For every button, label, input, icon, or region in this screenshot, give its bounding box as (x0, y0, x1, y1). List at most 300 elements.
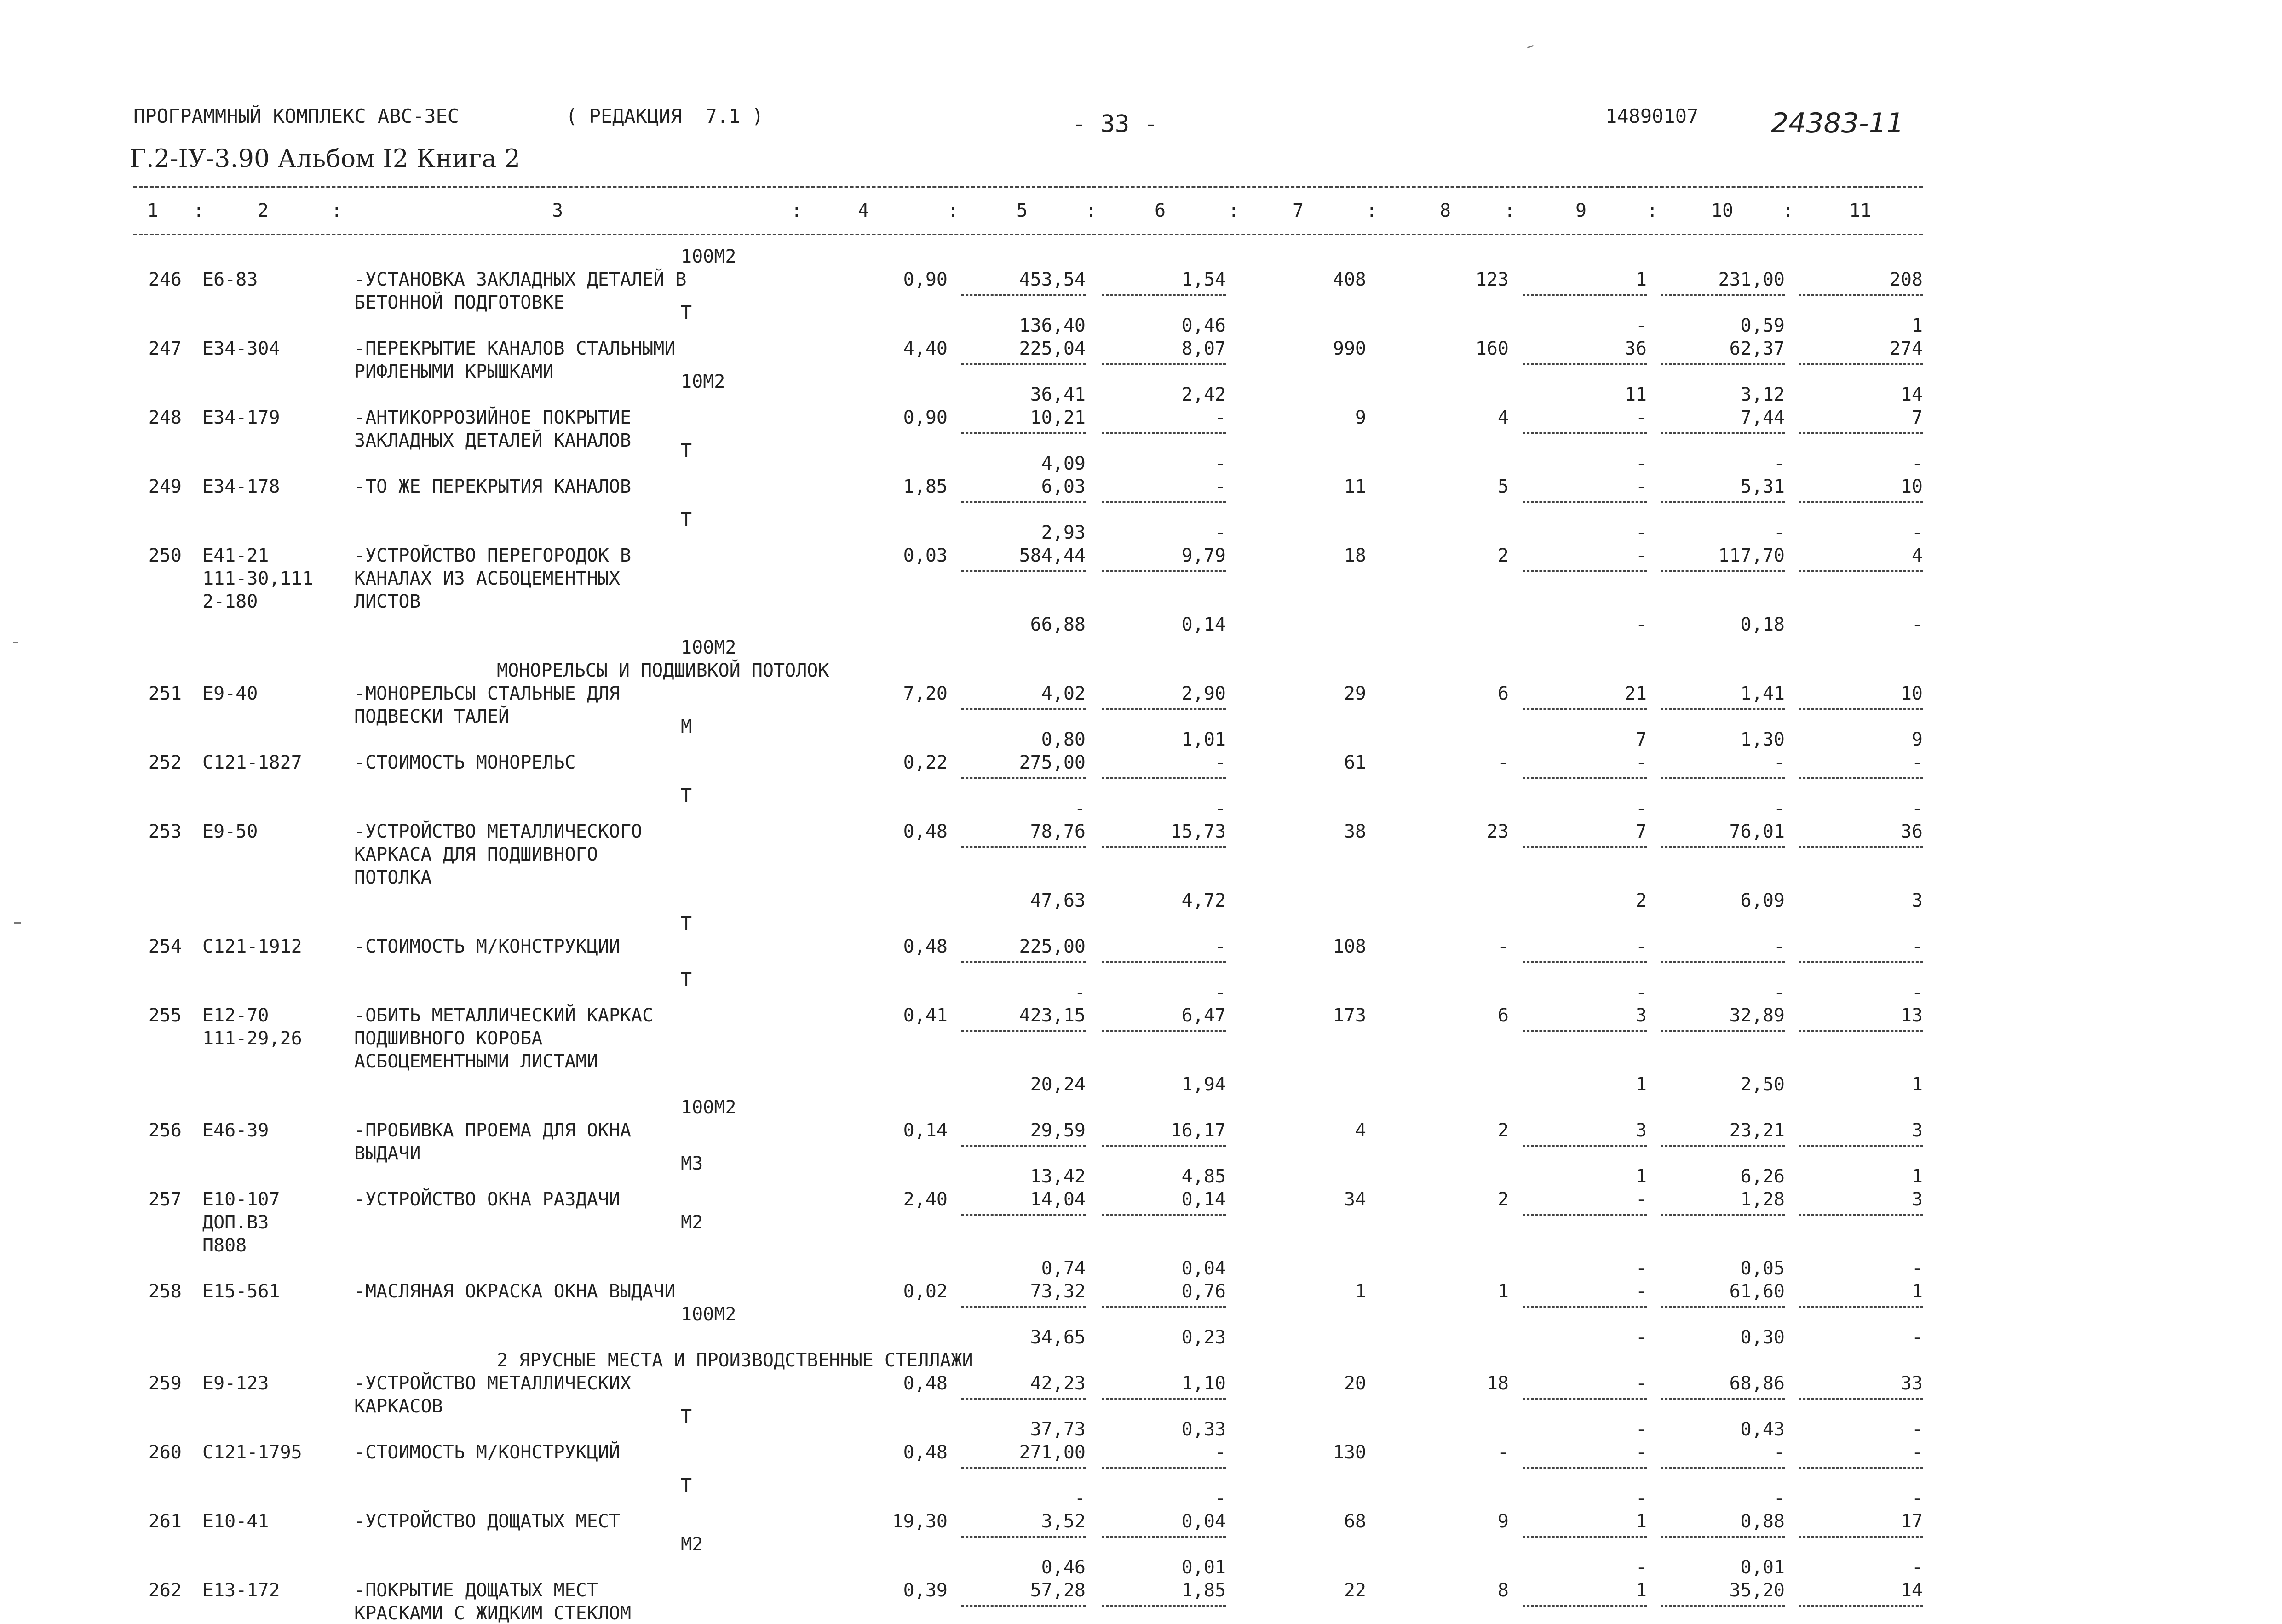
norm-code: Е34-179 (202, 407, 280, 428)
subtotal-rule (1102, 570, 1226, 572)
subtotal-rule (1799, 1467, 1923, 1469)
cell-col11-sub: - (1911, 522, 1923, 543)
cell-col11: 10 (1900, 683, 1923, 704)
cell-col8: 8 (1497, 1580, 1509, 1601)
cell-col10-sub: 0,43 (1740, 1419, 1785, 1440)
cell-quantity: 2,40 (903, 1189, 948, 1210)
cell-col9: - (1635, 1281, 1647, 1302)
cell-col10: 68,86 (1729, 1373, 1785, 1394)
subtotal-rule (1799, 1536, 1923, 1538)
cell-col10: 5,31 (1740, 476, 1785, 497)
subtotal-rule (961, 1398, 1086, 1400)
cell-col9-sub: - (1635, 798, 1647, 819)
work-description: ПОТОЛКА (354, 867, 432, 888)
row-number: 246 (148, 269, 182, 290)
subtotal-rule (1102, 1398, 1226, 1400)
cell-col11: - (1911, 1442, 1923, 1463)
cell-col5: 57,28 (1030, 1580, 1086, 1601)
cell-col10-sub: - (1773, 1488, 1785, 1509)
norm-code-extra: ДОП.В3 (202, 1212, 269, 1233)
subtotal-rule (1102, 708, 1226, 710)
cell-col11: 36 (1900, 821, 1923, 842)
cell-col10: 32,89 (1729, 1005, 1785, 1026)
cell-col7: 61 (1344, 752, 1366, 773)
subtotal-rule (1661, 777, 1785, 779)
subtotal-rule (1523, 1536, 1647, 1538)
subtotal-rule (1799, 294, 1923, 296)
page-number: - 33 - (1072, 110, 1158, 138)
work-description: -АНТИКОРРОЗИЙНОЕ ПОКРЫТИЕ (354, 407, 632, 428)
cell-col11-sub: 9 (1911, 729, 1923, 750)
subtotal-rule (1799, 432, 1923, 434)
cell-col5-sub: - (1074, 982, 1086, 1003)
cell-col9: 1 (1635, 269, 1647, 290)
subtotal-rule (1102, 432, 1226, 434)
cell-col10: 7,44 (1740, 407, 1785, 428)
album-label: Г.2-IУ-3.90 Альбом I2 Книга 2 (130, 144, 520, 173)
cell-col5: 10,21 (1030, 407, 1086, 428)
unit-label: Т (681, 1406, 692, 1427)
cell-col7: 130 (1333, 1442, 1366, 1463)
row-number: 259 (148, 1373, 182, 1394)
row-number: 249 (148, 476, 182, 497)
subtotal-rule (1523, 1145, 1647, 1147)
cell-col5-sub: 136,40 (1019, 315, 1086, 336)
cell-col8: 1 (1497, 1281, 1509, 1302)
column-header-5: 5 (1017, 200, 1028, 221)
norm-code: Е13-172 (202, 1580, 280, 1601)
subtotal-rule (961, 501, 1086, 503)
cell-col5: 275,00 (1019, 752, 1086, 773)
cell-col5: 271,00 (1019, 1442, 1086, 1463)
cell-col10-sub: - (1773, 453, 1785, 474)
row-number: 253 (148, 821, 182, 842)
work-description: КАНАЛАХ ИЗ АСБОЦЕМЕНТНЫХ (354, 568, 620, 589)
subtotal-rule (1799, 501, 1923, 503)
cell-col10: 0,88 (1740, 1511, 1785, 1532)
cell-col5-sub: 2,93 (1041, 522, 1086, 543)
cell-quantity: 0,39 (903, 1580, 948, 1601)
subtotal-rule (961, 432, 1086, 434)
subtotal-rule (1523, 777, 1647, 779)
row-number: 252 (148, 752, 182, 773)
column-header-10: 10 (1711, 200, 1734, 221)
work-description: ПОДШИВНОГО КОРОБА (354, 1028, 543, 1049)
column-header-7: 7 (1293, 200, 1304, 221)
cell-col8: 6 (1497, 683, 1509, 704)
cell-col5-sub: 34,65 (1030, 1327, 1086, 1348)
cell-col10-sub: 0,18 (1740, 614, 1785, 635)
subtotal-rule (1523, 1306, 1647, 1308)
cell-col5-sub: 66,88 (1030, 614, 1086, 635)
subtotal-rule (1102, 1030, 1226, 1032)
cell-col10-sub: 2,50 (1740, 1074, 1785, 1095)
cell-col10-sub: - (1773, 522, 1785, 543)
cell-col5: 42,23 (1030, 1373, 1086, 1394)
subtotal-rule (1523, 363, 1647, 365)
cell-col8: - (1497, 936, 1509, 957)
cell-col5: 3,52 (1041, 1511, 1086, 1532)
cell-col9-sub: 11 (1624, 384, 1647, 405)
work-description: ЛИСТОВ (354, 591, 421, 612)
cell-col5-sub: 20,24 (1030, 1074, 1086, 1095)
cell-col11: 10 (1900, 476, 1923, 497)
cell-col10-sub: - (1773, 982, 1785, 1003)
cell-col8: - (1497, 752, 1509, 773)
handwritten-number: 24383-11 (1771, 107, 1904, 139)
work-description: КАРКАСОВ (354, 1396, 443, 1417)
cell-quantity: 0,90 (903, 269, 948, 290)
cell-col6-sub: 0,04 (1181, 1258, 1226, 1279)
work-description: -УСТРОЙСТВО ДОЩАТЫХ МЕСТ (354, 1511, 620, 1532)
cell-col6: - (1214, 1442, 1226, 1463)
cell-col9-sub: - (1635, 982, 1647, 1003)
subtotal-rule (1102, 1214, 1226, 1216)
work-description: КАРКАСА ДЛЯ ПОДШИВНОГО (354, 844, 598, 865)
subtotal-rule (1661, 363, 1785, 365)
cell-col8: 2 (1497, 545, 1509, 566)
subtotal-rule (961, 1467, 1086, 1469)
subtotal-rule (1799, 777, 1923, 779)
cell-col9: - (1635, 476, 1647, 497)
cell-col7: 22 (1344, 1580, 1366, 1601)
cell-col10: 1,28 (1740, 1189, 1785, 1210)
norm-code: Е10-107 (202, 1189, 280, 1210)
cell-col11: 3 (1911, 1189, 1923, 1210)
cell-col5: 14,04 (1030, 1189, 1086, 1210)
subtotal-rule (1523, 501, 1647, 503)
subtotal-rule (1102, 1605, 1226, 1607)
unit-label: 100М2 (681, 637, 736, 658)
cell-col7: 108 (1333, 936, 1366, 957)
cell-col6: 6,47 (1181, 1005, 1226, 1026)
cell-col11-sub: 1 (1911, 1166, 1923, 1187)
work-description: -МАСЛЯНАЯ ОКРАСКА ОКНА ВЫДАЧИ (354, 1281, 676, 1302)
cell-col8: 4 (1497, 407, 1509, 428)
edition-label: ( РЕДАКЦИЯ 7.1 ) (566, 105, 764, 127)
work-description: -УСТРОЙСТВО ОКНА РАЗДАЧИ (354, 1189, 620, 1210)
column-header-8: 8 (1440, 200, 1451, 221)
subtotal-rule (1799, 1398, 1923, 1400)
subtotal-rule (961, 961, 1086, 963)
work-description: ВЫДАЧИ (354, 1143, 421, 1164)
cell-col7: 11 (1344, 476, 1366, 497)
cell-col8: 9 (1497, 1511, 1509, 1532)
subtotal-rule (1523, 961, 1647, 963)
row-number: 251 (148, 683, 182, 704)
subtotal-rule (1799, 846, 1923, 848)
cell-quantity: 4,40 (903, 338, 948, 359)
cell-col5: 225,04 (1019, 338, 1086, 359)
work-description: АСБОЦЕМЕНТНЫМИ ЛИСТАМИ (354, 1051, 598, 1072)
cell-col11-sub: - (1911, 1557, 1923, 1578)
cell-col6-sub: 0,01 (1181, 1557, 1226, 1578)
row-number: 262 (148, 1580, 182, 1601)
cell-col6-sub: 2,42 (1181, 384, 1226, 405)
subtotal-rule (1661, 1536, 1785, 1538)
column-separator: : (1504, 200, 1516, 221)
cell-col6-sub: - (1214, 522, 1226, 543)
cell-col6: 2,90 (1181, 683, 1226, 704)
cell-col11: 3 (1911, 1120, 1923, 1141)
work-description: -ТО ЖЕ ПЕРЕКРЫТИЯ КАНАЛОВ (354, 476, 632, 497)
unit-label: М2 (681, 1212, 703, 1233)
cell-col9-sub: 7 (1635, 729, 1647, 750)
cell-col5-sub: 37,73 (1030, 1419, 1086, 1440)
document-code: 14890107 (1605, 105, 1699, 127)
subtotal-rule (1661, 1306, 1785, 1308)
cell-col11-sub: 1 (1911, 1074, 1923, 1095)
cell-col6: 0,14 (1181, 1189, 1226, 1210)
cell-quantity: 0,48 (903, 936, 948, 957)
subtotal-rule (961, 1030, 1086, 1032)
norm-code-extra: П808 (202, 1235, 247, 1256)
subtotal-rule (1102, 846, 1226, 848)
norm-code-extra: 2-180 (202, 591, 258, 612)
subtotal-rule (1523, 570, 1647, 572)
cell-col9-sub: - (1635, 1488, 1647, 1509)
subtotal-rule (1799, 1214, 1923, 1216)
subtotal-rule (1799, 363, 1923, 365)
cell-col9: 1 (1635, 1580, 1647, 1601)
subtotal-rule (1102, 1467, 1226, 1469)
norm-code: Е15-561 (202, 1281, 280, 1302)
cell-col11-sub: - (1911, 1419, 1923, 1440)
cell-col7: 1 (1355, 1281, 1366, 1302)
subtotal-rule (961, 1214, 1086, 1216)
cell-col6: 9,79 (1181, 545, 1226, 566)
column-separator: : (331, 200, 343, 221)
norm-code: Е46-39 (202, 1120, 269, 1141)
subtotal-rule (1661, 1214, 1785, 1216)
column-header-2: 2 (258, 200, 269, 221)
cell-col10-sub: 6,09 (1740, 890, 1785, 911)
cell-col5-sub: - (1074, 798, 1086, 819)
column-header-6: 6 (1155, 200, 1166, 221)
cell-col7: 38 (1344, 821, 1366, 842)
subtotal-rule (1523, 1467, 1647, 1469)
cell-col10-sub: 3,12 (1740, 384, 1785, 405)
cell-col6: 8,07 (1181, 338, 1226, 359)
subtotal-rule (1523, 432, 1647, 434)
column-header-4: 4 (858, 200, 869, 221)
norm-code: Е9-50 (202, 821, 258, 842)
row-number: 248 (148, 407, 182, 428)
subtotal-rule (1661, 1030, 1785, 1032)
subtotal-rule (961, 846, 1086, 848)
norm-code: Е41-21 (202, 545, 269, 566)
work-description: -УСТРОЙСТВО МЕТАЛЛИЧЕСКИХ (354, 1373, 632, 1394)
cell-col9-sub: 2 (1635, 890, 1647, 911)
cell-quantity: 0,22 (903, 752, 948, 773)
cell-col5-sub: 0,74 (1041, 1258, 1086, 1279)
cell-col6-sub: - (1214, 798, 1226, 819)
cell-col8: 18 (1486, 1373, 1509, 1394)
unit-label: М2 (681, 1534, 703, 1555)
cell-col11-sub: - (1911, 614, 1923, 635)
norm-code: С121-1912 (202, 936, 302, 957)
subtotal-rule (961, 1306, 1086, 1308)
subtotal-rule (1661, 1398, 1785, 1400)
cell-col10-sub: 0,01 (1740, 1557, 1785, 1578)
cell-col5: 453,54 (1019, 269, 1086, 290)
scan-mark (1527, 45, 1534, 49)
column-header-11: 11 (1849, 200, 1872, 221)
subtotal-rule (1799, 961, 1923, 963)
cell-col11: 33 (1900, 1373, 1923, 1394)
norm-code: С121-1827 (202, 752, 302, 773)
cell-col10-sub: 0,30 (1740, 1327, 1785, 1348)
cell-col8: 5 (1497, 476, 1509, 497)
subtotal-rule (1799, 1030, 1923, 1032)
cell-col5: 78,76 (1030, 821, 1086, 842)
cell-col5-sub: 36,41 (1030, 384, 1086, 405)
cell-col9-sub: - (1635, 453, 1647, 474)
cell-col7: 18 (1344, 545, 1366, 566)
subtotal-rule (961, 1536, 1086, 1538)
cell-col11: 17 (1900, 1511, 1923, 1532)
header-rule-bottom (133, 234, 1923, 235)
cell-col10: - (1773, 752, 1785, 773)
unit-label: Т (681, 302, 692, 323)
subtotal-rule (961, 294, 1086, 296)
cell-col7: 408 (1333, 269, 1366, 290)
cell-col10-sub: 0,59 (1740, 315, 1785, 336)
cell-col8: 23 (1486, 821, 1509, 842)
cell-col11: 1 (1911, 1281, 1923, 1302)
cell-col9-sub: - (1635, 614, 1647, 635)
column-header-9: 9 (1575, 200, 1587, 221)
work-description: -УСТРОЙСТВО МЕТАЛЛИЧЕСКОГО (354, 821, 643, 842)
work-description: -ПОКРЫТИЕ ДОЩАТЫХ МЕСТ (354, 1580, 598, 1601)
cell-col5: 73,32 (1030, 1281, 1086, 1302)
cell-col6-sub: 1,01 (1181, 729, 1226, 750)
cell-col11: 7 (1911, 407, 1923, 428)
cell-col8: 160 (1475, 338, 1509, 359)
norm-code: Е34-178 (202, 476, 280, 497)
column-header-1: 1 (147, 200, 159, 221)
cell-col10: 35,20 (1729, 1580, 1785, 1601)
unit-label: Т (681, 509, 692, 530)
cell-col6: - (1214, 407, 1226, 428)
column-separator: : (1782, 200, 1794, 221)
cell-col6: 1,54 (1181, 269, 1226, 290)
cell-col11-sub: - (1911, 982, 1923, 1003)
subtotal-rule (1799, 1306, 1923, 1308)
work-description: -УСТАНОВКА ЗАКЛАДНЫХ ДЕТАЛЕЙ В (354, 269, 687, 290)
cell-col11-sub: 14 (1900, 384, 1923, 405)
cell-col6: - (1214, 476, 1226, 497)
unit-label: 10М2 (681, 371, 725, 392)
cell-quantity: 0,90 (903, 407, 948, 428)
subtotal-rule (1102, 1536, 1226, 1538)
column-separator: : (1647, 200, 1658, 221)
cell-col6-sub: 0,33 (1181, 1419, 1226, 1440)
row-number: 261 (148, 1511, 182, 1532)
subtotal-rule (1799, 1145, 1923, 1147)
subtotal-rule (1661, 961, 1785, 963)
subtotal-rule (1102, 1306, 1226, 1308)
cell-col10-sub: 1,30 (1740, 729, 1785, 750)
row-number: 255 (148, 1005, 182, 1026)
column-separator: : (791, 200, 803, 221)
cell-col6: 1,85 (1181, 1580, 1226, 1601)
cell-col11-sub: - (1911, 1488, 1923, 1509)
norm-code: Е34-304 (202, 338, 280, 359)
cell-col6: - (1214, 752, 1226, 773)
row-number: 254 (148, 936, 182, 957)
cell-col9-sub: - (1635, 315, 1647, 336)
cell-col5-sub: 0,46 (1041, 1557, 1086, 1578)
cell-col6: 0,04 (1181, 1511, 1226, 1532)
cell-col5: 584,44 (1019, 545, 1086, 566)
cell-col6: 1,10 (1181, 1373, 1226, 1394)
subtotal-rule (1102, 294, 1226, 296)
column-separator: : (948, 200, 959, 221)
cell-col6-sub: - (1214, 453, 1226, 474)
column-separator: : (1228, 200, 1240, 221)
subtotal-rule (1661, 708, 1785, 710)
cell-col5: 29,59 (1030, 1120, 1086, 1141)
cell-quantity: 0,02 (903, 1281, 948, 1302)
cell-col9: 7 (1635, 821, 1647, 842)
work-description: -ОБИТЬ МЕТАЛЛИЧЕСКИЙ КАРКАС (354, 1005, 654, 1026)
cell-col9: 3 (1635, 1005, 1647, 1026)
cell-col6-sub: 0,23 (1181, 1327, 1226, 1348)
cell-col10: - (1773, 936, 1785, 957)
cell-quantity: 19,30 (892, 1511, 948, 1532)
cell-col8: 2 (1497, 1120, 1509, 1141)
cell-col6: 0,76 (1181, 1281, 1226, 1302)
cell-quantity: 0,41 (903, 1005, 948, 1026)
cell-col9: - (1635, 1442, 1647, 1463)
cell-col9: - (1635, 1373, 1647, 1394)
subtotal-rule (1523, 1605, 1647, 1607)
unit-label: Т (681, 440, 692, 461)
subtotal-rule (1661, 570, 1785, 572)
cell-col10: 76,01 (1729, 821, 1785, 842)
unit-label: Т (681, 785, 692, 806)
cell-col5: 225,00 (1019, 936, 1086, 957)
cell-col6-sub: 4,85 (1181, 1166, 1226, 1187)
cell-quantity: 0,48 (903, 1373, 948, 1394)
cell-col5: 4,02 (1041, 683, 1086, 704)
row-number: 260 (148, 1442, 182, 1463)
cell-col5: 423,15 (1019, 1005, 1086, 1026)
cell-col9-sub: 1 (1635, 1166, 1647, 1187)
cell-col11-sub: - (1911, 1327, 1923, 1348)
work-description: -СТОИМОСТЬ М/КОНСТРУКЦИИ (354, 936, 620, 957)
work-description: ПОДВЕСКИ ТАЛЕЙ (354, 706, 510, 727)
cell-quantity: 7,20 (903, 683, 948, 704)
subtotal-rule (1102, 961, 1226, 963)
subtotal-rule (961, 570, 1086, 572)
subtotal-rule (1523, 1030, 1647, 1032)
subtotal-rule (961, 1605, 1086, 1607)
cell-col9: - (1635, 936, 1647, 957)
subtotal-rule (961, 1145, 1086, 1147)
unit-label: Т (681, 969, 692, 990)
norm-code: Е9-40 (202, 683, 258, 704)
unit-label: 100М2 (681, 1304, 736, 1325)
cell-col6: - (1214, 936, 1226, 957)
cell-quantity: 0,48 (903, 1442, 948, 1463)
cell-col10: - (1773, 1442, 1785, 1463)
scan-mark (13, 642, 18, 643)
unit-label: 100М2 (681, 246, 736, 267)
unit-label: М (681, 716, 692, 737)
cell-col7: 173 (1333, 1005, 1366, 1026)
